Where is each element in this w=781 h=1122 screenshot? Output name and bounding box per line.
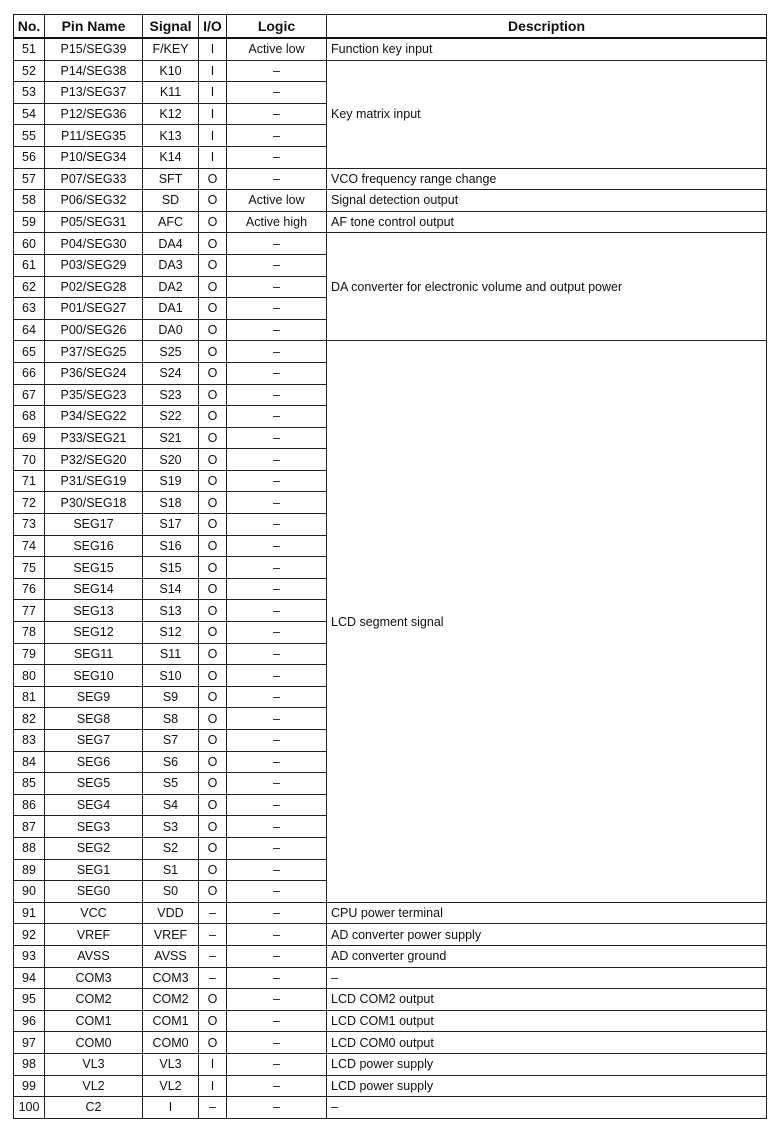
- signal-cell: S6: [143, 751, 199, 773]
- pin-name-cell: COM1: [45, 1010, 143, 1032]
- pin-name-cell: P31/SEG19: [45, 470, 143, 492]
- logic-cell: –: [227, 1010, 327, 1032]
- description-cell: –: [327, 967, 767, 989]
- logic-cell: –: [227, 578, 327, 600]
- pin-number-cell: 78: [14, 622, 45, 644]
- table-row: [14, 967, 767, 989]
- pin-number-cell: 57: [14, 168, 45, 190]
- signal-cell: S21: [143, 427, 199, 449]
- signal-cell: S9: [143, 686, 199, 708]
- pin-name-cell: SEG16: [45, 535, 143, 557]
- logic-cell: –: [227, 924, 327, 946]
- signal-cell: SD: [143, 190, 199, 212]
- signal-cell: S14: [143, 578, 199, 600]
- logic-cell: –: [227, 751, 327, 773]
- io-cell: –: [199, 924, 227, 946]
- table-row: [14, 211, 767, 233]
- pin-name-cell: SEG6: [45, 751, 143, 773]
- table-row: [14, 168, 767, 190]
- pin-name-cell: C2: [45, 1097, 143, 1119]
- signal-cell: S8: [143, 708, 199, 730]
- pin-name-cell: SEG8: [45, 708, 143, 730]
- logic-cell: –: [227, 773, 327, 795]
- pin-number-cell: 85: [14, 773, 45, 795]
- pin-number-cell: 69: [14, 427, 45, 449]
- pin-name-cell: VCC: [45, 902, 143, 924]
- io-cell: I: [199, 103, 227, 125]
- signal-cell: K11: [143, 82, 199, 104]
- pin-name-cell: SEG13: [45, 600, 143, 622]
- description-cell: AD converter ground: [327, 945, 767, 967]
- pin-name-cell: P02/SEG28: [45, 276, 143, 298]
- io-cell: O: [199, 557, 227, 579]
- table-row: [14, 945, 767, 967]
- io-cell: O: [199, 168, 227, 190]
- table-row: [14, 1010, 767, 1032]
- table-row: [14, 1097, 767, 1119]
- description-cell: CPU power terminal: [327, 902, 767, 924]
- io-cell: O: [199, 578, 227, 600]
- header-row: [14, 15, 767, 39]
- pin-number-cell: 79: [14, 643, 45, 665]
- io-cell: O: [199, 643, 227, 665]
- signal-cell: S3: [143, 816, 199, 838]
- io-cell: O: [199, 384, 227, 406]
- io-cell: O: [199, 319, 227, 341]
- pin-number-cell: 68: [14, 406, 45, 428]
- logic-cell: –: [227, 881, 327, 903]
- pin-name-cell: P14/SEG38: [45, 60, 143, 82]
- signal-cell: S18: [143, 492, 199, 514]
- io-cell: I: [199, 38, 227, 60]
- pin-name-cell: AVSS: [45, 945, 143, 967]
- table-row: [14, 989, 767, 1011]
- pin-name-cell: P36/SEG24: [45, 362, 143, 384]
- pin-name-cell: SEG3: [45, 816, 143, 838]
- pin-name-cell: SEG2: [45, 837, 143, 859]
- description-cell: –: [327, 1097, 767, 1119]
- pin-name-cell: SEG17: [45, 514, 143, 536]
- pin-name-cell: SEG5: [45, 773, 143, 795]
- io-cell: O: [199, 276, 227, 298]
- signal-cell: S25: [143, 341, 199, 363]
- signal-cell: VL2: [143, 1075, 199, 1097]
- pin-number-cell: 73: [14, 514, 45, 536]
- description-cell: DA converter for electronic volume and output power: [327, 233, 767, 341]
- signal-cell: DA2: [143, 276, 199, 298]
- signal-cell: DA3: [143, 254, 199, 276]
- logic-cell: –: [227, 837, 327, 859]
- pin-number-cell: 96: [14, 1010, 45, 1032]
- pin-name-cell: P37/SEG25: [45, 341, 143, 363]
- logic-cell: –: [227, 686, 327, 708]
- pin-name-cell: COM0: [45, 1032, 143, 1054]
- pin-name-cell: P07/SEG33: [45, 168, 143, 190]
- pin-name-cell: COM3: [45, 967, 143, 989]
- logic-cell: –: [227, 708, 327, 730]
- description-cell: LCD segment signal: [327, 341, 767, 902]
- logic-cell: –: [227, 146, 327, 168]
- signal-cell: S15: [143, 557, 199, 579]
- io-cell: O: [199, 470, 227, 492]
- pin-name-cell: SEG4: [45, 794, 143, 816]
- pin-name-cell: P05/SEG31: [45, 211, 143, 233]
- pin-name-cell: SEG10: [45, 665, 143, 687]
- logic-cell: –: [227, 168, 327, 190]
- pin-name-cell: SEG15: [45, 557, 143, 579]
- description-cell: LCD power supply: [327, 1075, 767, 1097]
- io-cell: O: [199, 859, 227, 881]
- io-cell: O: [199, 449, 227, 471]
- pin-number-cell: 60: [14, 233, 45, 255]
- io-cell: O: [199, 298, 227, 320]
- signal-cell: S1: [143, 859, 199, 881]
- io-cell: O: [199, 600, 227, 622]
- pin-name-cell: P12/SEG36: [45, 103, 143, 125]
- logic-cell: –: [227, 492, 327, 514]
- pin-name-cell: P30/SEG18: [45, 492, 143, 514]
- signal-cell: S2: [143, 837, 199, 859]
- signal-cell: DA4: [143, 233, 199, 255]
- signal-cell: S16: [143, 535, 199, 557]
- logic-cell: –: [227, 859, 327, 881]
- pin-number-cell: 76: [14, 578, 45, 600]
- pin-name-cell: P00/SEG26: [45, 319, 143, 341]
- pin-name-cell: SEG9: [45, 686, 143, 708]
- signal-cell: S13: [143, 600, 199, 622]
- pin-name-cell: P34/SEG22: [45, 406, 143, 428]
- pin-number-cell: 84: [14, 751, 45, 773]
- logic-cell: –: [227, 535, 327, 557]
- pin-number-cell: 61: [14, 254, 45, 276]
- pin-number-cell: 53: [14, 82, 45, 104]
- signal-cell: S20: [143, 449, 199, 471]
- io-cell: O: [199, 190, 227, 212]
- signal-cell: K10: [143, 60, 199, 82]
- signal-cell: S17: [143, 514, 199, 536]
- pin-number-cell: 77: [14, 600, 45, 622]
- pin-number-cell: 51: [14, 38, 45, 60]
- pin-name-cell: P11/SEG35: [45, 125, 143, 147]
- io-cell: –: [199, 1097, 227, 1119]
- pin-number-cell: 66: [14, 362, 45, 384]
- signal-cell: S7: [143, 730, 199, 752]
- io-cell: O: [199, 406, 227, 428]
- logic-cell: Active low: [227, 190, 327, 212]
- pin-name-cell: SEG0: [45, 881, 143, 903]
- pin-name-cell: P33/SEG21: [45, 427, 143, 449]
- description-cell: Key matrix input: [327, 60, 767, 168]
- logic-cell: –: [227, 384, 327, 406]
- io-cell: O: [199, 341, 227, 363]
- signal-cell: S11: [143, 643, 199, 665]
- table-row: [14, 60, 767, 82]
- pin-number-cell: 94: [14, 967, 45, 989]
- table-row: [14, 924, 767, 946]
- logic-cell: –: [227, 60, 327, 82]
- pin-name-cell: SEG11: [45, 643, 143, 665]
- pin-number-cell: 54: [14, 103, 45, 125]
- logic-cell: –: [227, 794, 327, 816]
- logic-cell: Active high: [227, 211, 327, 233]
- table-header: [14, 15, 767, 39]
- signal-cell: S5: [143, 773, 199, 795]
- pin-number-cell: 91: [14, 902, 45, 924]
- logic-cell: –: [227, 989, 327, 1011]
- signal-cell: AFC: [143, 211, 199, 233]
- signal-cell: K13: [143, 125, 199, 147]
- logic-cell: –: [227, 945, 327, 967]
- pin-name-cell: P01/SEG27: [45, 298, 143, 320]
- pin-name-cell: P32/SEG20: [45, 449, 143, 471]
- signal-cell: S4: [143, 794, 199, 816]
- io-cell: O: [199, 1010, 227, 1032]
- pin-name-cell: P15/SEG39: [45, 38, 143, 60]
- pin-number-cell: 72: [14, 492, 45, 514]
- header-io: I/O: [199, 15, 227, 39]
- signal-cell: S22: [143, 406, 199, 428]
- io-cell: O: [199, 514, 227, 536]
- io-cell: –: [199, 967, 227, 989]
- signal-cell: S24: [143, 362, 199, 384]
- logic-cell: –: [227, 1097, 327, 1119]
- header-no: No.: [14, 15, 45, 39]
- io-cell: O: [199, 708, 227, 730]
- pin-description-table: [13, 14, 767, 1119]
- pin-number-cell: 56: [14, 146, 45, 168]
- pin-number-cell: 59: [14, 211, 45, 233]
- logic-cell: –: [227, 319, 327, 341]
- pin-number-cell: 92: [14, 924, 45, 946]
- signal-cell: K12: [143, 103, 199, 125]
- header-pin-name: Pin Name: [45, 15, 143, 39]
- logic-cell: –: [227, 449, 327, 471]
- logic-cell: –: [227, 470, 327, 492]
- pin-number-cell: 80: [14, 665, 45, 687]
- io-cell: O: [199, 794, 227, 816]
- logic-cell: –: [227, 1075, 327, 1097]
- logic-cell: –: [227, 427, 327, 449]
- pin-name-cell: P06/SEG32: [45, 190, 143, 212]
- logic-cell: –: [227, 816, 327, 838]
- logic-cell: –: [227, 103, 327, 125]
- pin-number-cell: 97: [14, 1032, 45, 1054]
- pin-number-cell: 98: [14, 1053, 45, 1075]
- pin-name-cell: P04/SEG30: [45, 233, 143, 255]
- table-row: [14, 233, 767, 255]
- header-logic: Logic: [227, 15, 327, 39]
- io-cell: I: [199, 82, 227, 104]
- logic-cell: –: [227, 514, 327, 536]
- logic-cell: –: [227, 362, 327, 384]
- pin-number-cell: 62: [14, 276, 45, 298]
- pin-name-cell: P35/SEG23: [45, 384, 143, 406]
- logic-cell: –: [227, 406, 327, 428]
- logic-cell: –: [227, 967, 327, 989]
- pin-number-cell: 55: [14, 125, 45, 147]
- logic-cell: –: [227, 557, 327, 579]
- pin-number-cell: 81: [14, 686, 45, 708]
- signal-cell: SFT: [143, 168, 199, 190]
- description-cell: LCD COM1 output: [327, 1010, 767, 1032]
- pin-number-cell: 74: [14, 535, 45, 557]
- pin-name-cell: SEG7: [45, 730, 143, 752]
- io-cell: O: [199, 816, 227, 838]
- pin-number-cell: 95: [14, 989, 45, 1011]
- signal-cell: S23: [143, 384, 199, 406]
- pin-number-cell: 75: [14, 557, 45, 579]
- table-row: [14, 1032, 767, 1054]
- io-cell: O: [199, 665, 227, 687]
- io-cell: O: [199, 686, 227, 708]
- io-cell: O: [199, 751, 227, 773]
- pin-name-cell: COM2: [45, 989, 143, 1011]
- pin-number-cell: 93: [14, 945, 45, 967]
- pin-number-cell: 82: [14, 708, 45, 730]
- logic-cell: –: [227, 665, 327, 687]
- io-cell: I: [199, 125, 227, 147]
- logic-cell: –: [227, 341, 327, 363]
- table-row: [14, 190, 767, 212]
- signal-cell: VDD: [143, 902, 199, 924]
- table-row: [14, 38, 767, 60]
- pin-number-cell: 86: [14, 794, 45, 816]
- io-cell: I: [199, 1053, 227, 1075]
- logic-cell: –: [227, 1032, 327, 1054]
- io-cell: O: [199, 1032, 227, 1054]
- description-cell: AD converter power supply: [327, 924, 767, 946]
- pin-number-cell: 64: [14, 319, 45, 341]
- logic-cell: –: [227, 298, 327, 320]
- io-cell: –: [199, 945, 227, 967]
- signal-cell: I: [143, 1097, 199, 1119]
- pin-number-cell: 89: [14, 859, 45, 881]
- logic-cell: –: [227, 125, 327, 147]
- pin-number-cell: 100: [14, 1097, 45, 1119]
- io-cell: O: [199, 837, 227, 859]
- signal-cell: COM1: [143, 1010, 199, 1032]
- signal-cell: COM0: [143, 1032, 199, 1054]
- io-cell: O: [199, 881, 227, 903]
- logic-cell: –: [227, 254, 327, 276]
- table-body: [14, 38, 767, 1118]
- pin-name-cell: SEG14: [45, 578, 143, 600]
- description-cell: LCD power supply: [327, 1053, 767, 1075]
- io-cell: O: [199, 989, 227, 1011]
- pin-number-cell: 70: [14, 449, 45, 471]
- signal-cell: F/KEY: [143, 38, 199, 60]
- signal-cell: AVSS: [143, 945, 199, 967]
- io-cell: O: [199, 730, 227, 752]
- pin-number-cell: 83: [14, 730, 45, 752]
- table-row: [14, 1075, 767, 1097]
- signal-cell: DA0: [143, 319, 199, 341]
- io-cell: O: [199, 233, 227, 255]
- io-cell: I: [199, 60, 227, 82]
- logic-cell: Active low: [227, 38, 327, 60]
- logic-cell: –: [227, 902, 327, 924]
- description-cell: VCO frequency range change: [327, 168, 767, 190]
- io-cell: O: [199, 362, 227, 384]
- table-row: [14, 902, 767, 924]
- pin-name-cell: SEG1: [45, 859, 143, 881]
- signal-cell: COM2: [143, 989, 199, 1011]
- pin-number-cell: 90: [14, 881, 45, 903]
- pin-name-cell: P13/SEG37: [45, 82, 143, 104]
- logic-cell: –: [227, 622, 327, 644]
- description-cell: LCD COM2 output: [327, 989, 767, 1011]
- pin-number-cell: 99: [14, 1075, 45, 1097]
- io-cell: O: [199, 622, 227, 644]
- logic-cell: –: [227, 1053, 327, 1075]
- pin-name-cell: SEG12: [45, 622, 143, 644]
- io-cell: O: [199, 773, 227, 795]
- io-cell: O: [199, 492, 227, 514]
- io-cell: I: [199, 1075, 227, 1097]
- signal-cell: S19: [143, 470, 199, 492]
- pin-number-cell: 71: [14, 470, 45, 492]
- signal-cell: K14: [143, 146, 199, 168]
- logic-cell: –: [227, 643, 327, 665]
- signal-cell: DA1: [143, 298, 199, 320]
- signal-cell: VREF: [143, 924, 199, 946]
- io-cell: I: [199, 146, 227, 168]
- io-cell: O: [199, 535, 227, 557]
- pin-number-cell: 87: [14, 816, 45, 838]
- io-cell: O: [199, 254, 227, 276]
- pin-number-cell: 63: [14, 298, 45, 320]
- description-cell: AF tone control output: [327, 211, 767, 233]
- pin-name-cell: P10/SEG34: [45, 146, 143, 168]
- signal-cell: S0: [143, 881, 199, 903]
- pin-number-cell: 52: [14, 60, 45, 82]
- logic-cell: –: [227, 730, 327, 752]
- header-signal: Signal: [143, 15, 199, 39]
- signal-cell: S12: [143, 622, 199, 644]
- pin-name-cell: VL2: [45, 1075, 143, 1097]
- signal-cell: COM3: [143, 967, 199, 989]
- pin-number-cell: 88: [14, 837, 45, 859]
- header-description: Description: [327, 15, 767, 39]
- logic-cell: –: [227, 82, 327, 104]
- signal-cell: VL3: [143, 1053, 199, 1075]
- io-cell: –: [199, 902, 227, 924]
- pin-name-cell: P03/SEG29: [45, 254, 143, 276]
- table-row: [14, 341, 767, 363]
- description-cell: Signal detection output: [327, 190, 767, 212]
- pin-number-cell: 65: [14, 341, 45, 363]
- table-row: [14, 1053, 767, 1075]
- pin-name-cell: VL3: [45, 1053, 143, 1075]
- logic-cell: –: [227, 276, 327, 298]
- io-cell: O: [199, 211, 227, 233]
- logic-cell: –: [227, 233, 327, 255]
- pin-name-cell: VREF: [45, 924, 143, 946]
- description-cell: LCD COM0 output: [327, 1032, 767, 1054]
- signal-cell: S10: [143, 665, 199, 687]
- pin-number-cell: 58: [14, 190, 45, 212]
- io-cell: O: [199, 427, 227, 449]
- description-cell: Function key input: [327, 38, 767, 60]
- pin-number-cell: 67: [14, 384, 45, 406]
- logic-cell: –: [227, 600, 327, 622]
